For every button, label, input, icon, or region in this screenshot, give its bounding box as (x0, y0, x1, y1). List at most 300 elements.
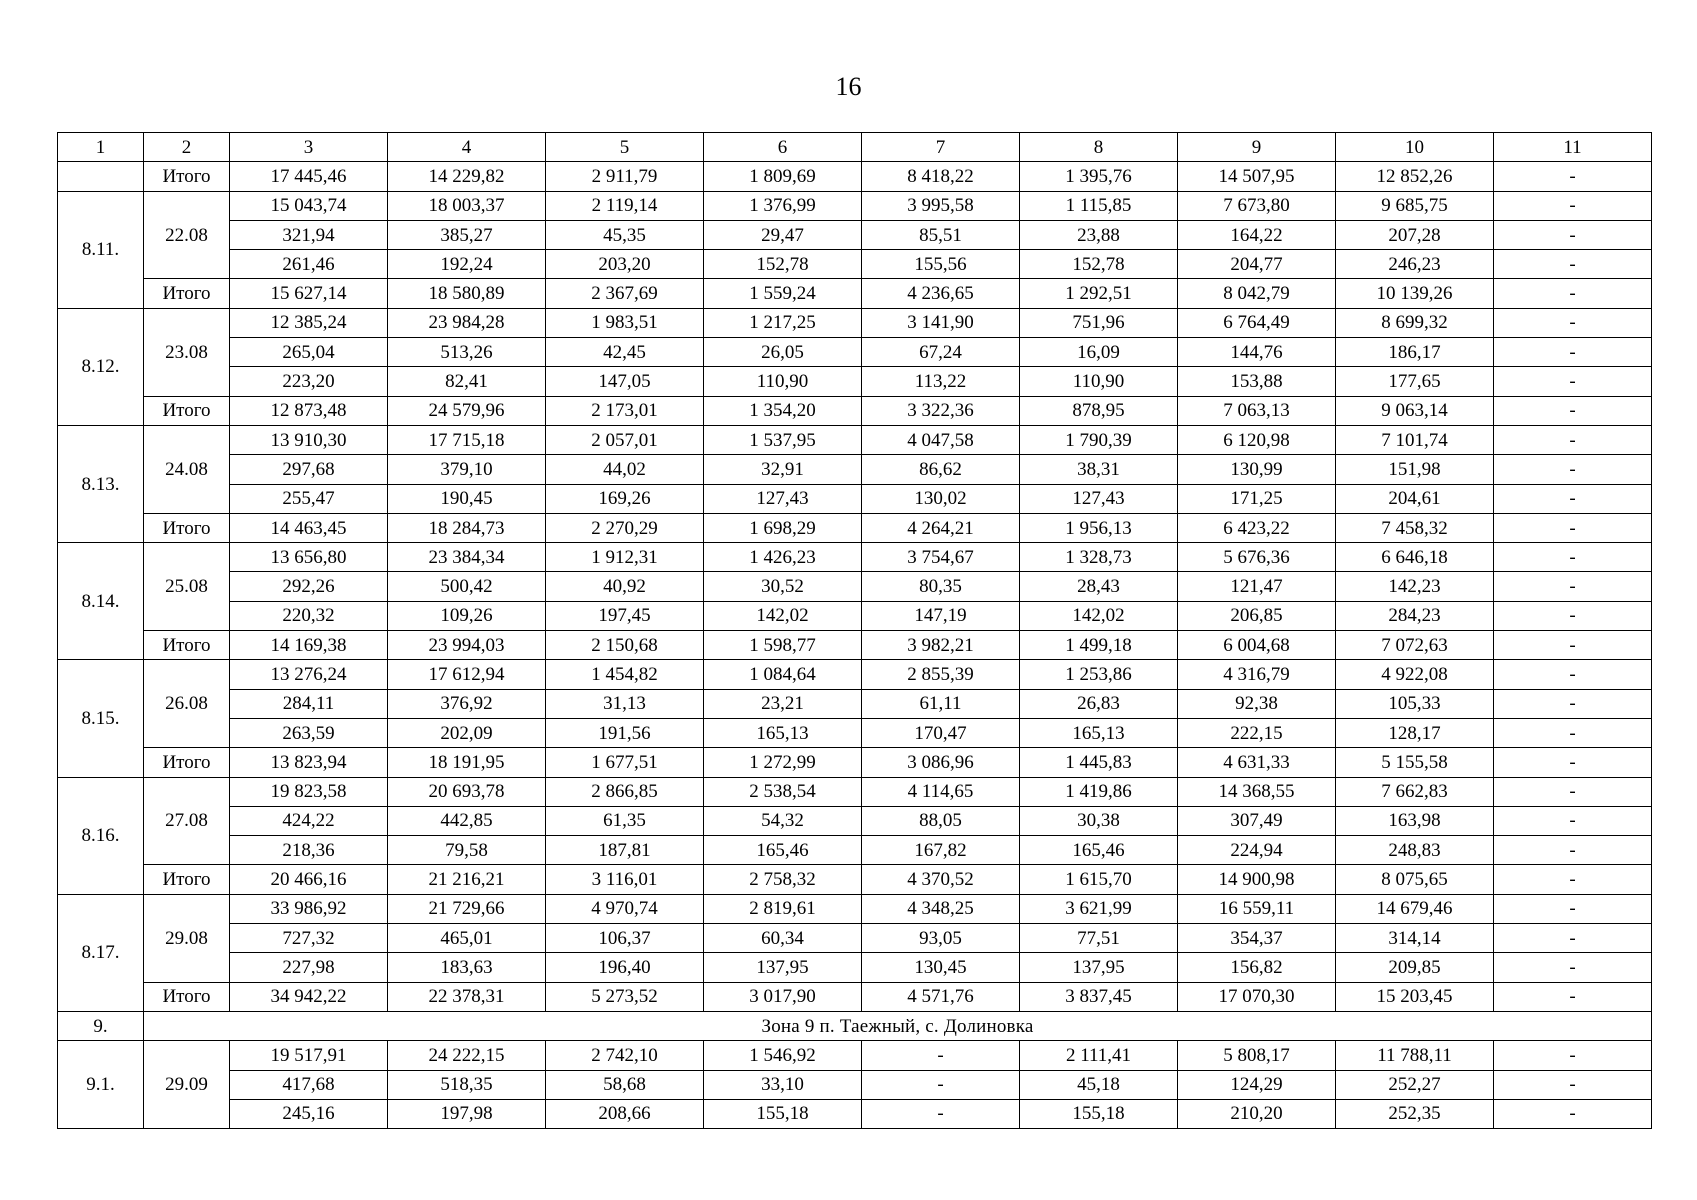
table-cell: 23 984,28 (388, 308, 546, 337)
table-cell: 7 458,32 (1336, 513, 1494, 542)
total-label: Итого (144, 631, 230, 660)
table-cell: 21 729,66 (388, 894, 546, 923)
table-cell: 1 698,29 (704, 513, 862, 542)
table-cell: - (1494, 308, 1652, 337)
column-header: 4 (388, 133, 546, 162)
table-cell: 1 809,69 (704, 162, 862, 191)
table-cell: 130,02 (862, 484, 1020, 513)
table-row (58, 484, 1652, 513)
table-cell: 255,47 (230, 484, 388, 513)
table-cell: 14 368,55 (1178, 777, 1336, 806)
table-cell: 207,28 (1336, 220, 1494, 249)
table-cell: 38,31 (1020, 455, 1178, 484)
total-label: Итого (144, 748, 230, 777)
table-cell: 164,22 (1178, 220, 1336, 249)
table-row (58, 279, 1652, 308)
table-cell: 1 376,99 (704, 191, 862, 220)
table-cell: 218,36 (230, 836, 388, 865)
table-cell: 152,78 (704, 250, 862, 279)
column-header: 3 (230, 133, 388, 162)
table-cell: 227,98 (230, 953, 388, 982)
table-cell: 210,20 (1178, 1099, 1336, 1128)
table-cell: 379,10 (388, 455, 546, 484)
table-row (58, 425, 1652, 454)
table-cell: 152,78 (1020, 250, 1178, 279)
table-cell: - (862, 1041, 1020, 1070)
table-row (58, 865, 1652, 894)
table-cell: 7 662,83 (1336, 777, 1494, 806)
table-row (58, 982, 1652, 1011)
table-cell: 155,56 (862, 250, 1020, 279)
table-cell: 1 115,85 (1020, 191, 1178, 220)
zone-number: 9. (58, 1011, 144, 1040)
table-cell: 33,10 (704, 1070, 862, 1099)
table-cell: 321,94 (230, 220, 388, 249)
item-number: 8.12. (58, 308, 144, 425)
table-cell: 155,18 (1020, 1099, 1178, 1128)
table-cell: 113,22 (862, 367, 1020, 396)
data-table (57, 132, 1652, 1129)
table-cell: 147,05 (546, 367, 704, 396)
table-cell: 2 758,32 (704, 865, 862, 894)
table-cell: 1 912,31 (546, 543, 704, 572)
column-header: 1 (58, 133, 144, 162)
table-cell: 245,16 (230, 1099, 388, 1128)
table-cell: 121,47 (1178, 572, 1336, 601)
table-cell: 13 276,24 (230, 660, 388, 689)
table-cell: 170,47 (862, 718, 1020, 747)
table-row (58, 631, 1652, 660)
table-cell: 8 418,22 (862, 162, 1020, 191)
table-cell: 153,88 (1178, 367, 1336, 396)
table-cell: - (1494, 953, 1652, 982)
table-cell: 9 685,75 (1336, 191, 1494, 220)
table-cell: - (1494, 836, 1652, 865)
table-row (58, 806, 1652, 835)
table-cell: 1 272,99 (704, 748, 862, 777)
table-row (58, 543, 1652, 572)
table-cell: 5 808,17 (1178, 1041, 1336, 1070)
table-cell: 8 699,32 (1336, 308, 1494, 337)
table-cell: - (1494, 1041, 1652, 1070)
table-cell: 1 615,70 (1020, 865, 1178, 894)
table-cell: 23,88 (1020, 220, 1178, 249)
column-header: 11 (1494, 133, 1652, 162)
table-cell: 2 057,01 (546, 425, 704, 454)
table-cell: 54,32 (704, 806, 862, 835)
table-cell: 8 042,79 (1178, 279, 1336, 308)
table-cell: 17 070,30 (1178, 982, 1336, 1011)
total-label: Итого (144, 279, 230, 308)
table-cell: 4 236,65 (862, 279, 1020, 308)
table-cell: 3 982,21 (862, 631, 1020, 660)
table-cell: 1 559,24 (704, 279, 862, 308)
table-cell: 4 370,52 (862, 865, 1020, 894)
table-cell: 177,65 (1336, 367, 1494, 396)
table-cell: 376,92 (388, 689, 546, 718)
table-cell: 209,85 (1336, 953, 1494, 982)
table-cell: 4 631,33 (1178, 748, 1336, 777)
table-cell: 45,35 (546, 220, 704, 249)
table-cell: 7 673,80 (1178, 191, 1336, 220)
item-date: 24.08 (144, 425, 230, 513)
table-cell: 144,76 (1178, 338, 1336, 367)
table-cell: 1 426,23 (704, 543, 862, 572)
table-cell: 109,26 (388, 601, 546, 630)
item-number: 8.17. (58, 894, 144, 1011)
table-cell: 1 292,51 (1020, 279, 1178, 308)
table-cell: 203,20 (546, 250, 704, 279)
table-row (58, 162, 1652, 191)
table-cell: 137,95 (704, 953, 862, 982)
table-cell: 4 114,65 (862, 777, 1020, 806)
table-cell: 252,35 (1336, 1099, 1494, 1128)
table-cell: 128,17 (1336, 718, 1494, 747)
table-cell: 165,13 (1020, 718, 1178, 747)
total-label: Итого (144, 162, 230, 191)
table-cell: 30,52 (704, 572, 862, 601)
table-row (58, 572, 1652, 601)
table-cell: 192,24 (388, 250, 546, 279)
table-cell: 60,34 (704, 924, 862, 953)
table-cell: 105,33 (1336, 689, 1494, 718)
table-cell: 206,85 (1178, 601, 1336, 630)
table-cell: 1 217,25 (704, 308, 862, 337)
table-cell: 20 693,78 (388, 777, 546, 806)
total-label: Итого (144, 982, 230, 1011)
table-cell: 42,45 (546, 338, 704, 367)
table-cell: 417,68 (230, 1070, 388, 1099)
table-cell: - (1494, 777, 1652, 806)
table-row (58, 191, 1652, 220)
table-cell: 252,27 (1336, 1070, 1494, 1099)
table-cell: 9 063,14 (1336, 396, 1494, 425)
table-cell: - (1494, 601, 1652, 630)
table-cell: 23,21 (704, 689, 862, 718)
table-cell: 4 348,25 (862, 894, 1020, 923)
table-cell: 19 517,91 (230, 1041, 388, 1070)
table-cell: 751,96 (1020, 308, 1178, 337)
table-cell: 17 612,94 (388, 660, 546, 689)
column-header: 10 (1336, 133, 1494, 162)
table-cell: 3 322,36 (862, 396, 1020, 425)
table-cell: 224,94 (1178, 836, 1336, 865)
table-cell: 1 598,77 (704, 631, 862, 660)
table-cell: 32,91 (704, 455, 862, 484)
item-date: 27.08 (144, 777, 230, 865)
header-row (58, 133, 1652, 162)
table-cell: 14 169,38 (230, 631, 388, 660)
table-cell: 16,09 (1020, 338, 1178, 367)
table-cell: 85,51 (862, 220, 1020, 249)
column-header: 7 (862, 133, 1020, 162)
table-cell: 12 385,24 (230, 308, 388, 337)
table-cell: 265,04 (230, 338, 388, 367)
table-cell: 5 273,52 (546, 982, 704, 1011)
item-number: 8.15. (58, 660, 144, 777)
total-label: Итого (144, 865, 230, 894)
table-cell: 4 047,58 (862, 425, 1020, 454)
table-cell: 1 253,86 (1020, 660, 1178, 689)
table-cell: 183,63 (388, 953, 546, 982)
table-cell: 18 284,73 (388, 513, 546, 542)
table-cell: 155,18 (704, 1099, 862, 1128)
table-cell: 14 507,95 (1178, 162, 1336, 191)
table-cell: 147,19 (862, 601, 1020, 630)
table-cell: 12 852,26 (1336, 162, 1494, 191)
table-cell: 13 656,80 (230, 543, 388, 572)
table-cell: - (1494, 806, 1652, 835)
table-row (58, 924, 1652, 953)
table-cell: 6 423,22 (1178, 513, 1336, 542)
table-cell: 15 043,74 (230, 191, 388, 220)
table-cell: 263,59 (230, 718, 388, 747)
table-cell: 11 788,11 (1336, 1041, 1494, 1070)
table-cell: 137,95 (1020, 953, 1178, 982)
table-cell: 7 072,63 (1336, 631, 1494, 660)
table-row (58, 338, 1652, 367)
table-cell: 28,43 (1020, 572, 1178, 601)
table-cell: 1 677,51 (546, 748, 704, 777)
item-number: 8.14. (58, 543, 144, 660)
table-cell: - (1494, 1070, 1652, 1099)
column-header: 5 (546, 133, 704, 162)
table-cell: 385,27 (388, 220, 546, 249)
table-cell: 93,05 (862, 924, 1020, 953)
table-cell: 3 017,90 (704, 982, 862, 1011)
table-cell: - (1494, 162, 1652, 191)
table-cell: 284,23 (1336, 601, 1494, 630)
table-cell: - (1494, 367, 1652, 396)
table-cell: 127,43 (1020, 484, 1178, 513)
table-cell: 2 270,29 (546, 513, 704, 542)
item-date: 26.08 (144, 660, 230, 748)
table-cell: 424,22 (230, 806, 388, 835)
table-cell: 292,26 (230, 572, 388, 601)
table-cell: 314,14 (1336, 924, 1494, 953)
item-number: 8.13. (58, 425, 144, 542)
table-cell: 165,46 (704, 836, 862, 865)
table-cell: 3 086,96 (862, 748, 1020, 777)
table-cell: 6 764,49 (1178, 308, 1336, 337)
total-label: Итого (144, 513, 230, 542)
table-cell: 13 823,94 (230, 748, 388, 777)
table-cell: 142,23 (1336, 572, 1494, 601)
table-cell: - (1494, 220, 1652, 249)
item-date: 23.08 (144, 308, 230, 396)
item-date: 29.09 (144, 1041, 230, 1129)
table-cell (58, 162, 144, 191)
table-cell: 34 942,22 (230, 982, 388, 1011)
table-cell: 124,29 (1178, 1070, 1336, 1099)
table-cell: 26,05 (704, 338, 862, 367)
table-cell: - (1494, 1099, 1652, 1128)
table-cell: 127,43 (704, 484, 862, 513)
table-cell: 2 367,69 (546, 279, 704, 308)
column-header: 2 (144, 133, 230, 162)
table-cell: 1 084,64 (704, 660, 862, 689)
table-row (58, 689, 1652, 718)
table-cell: 223,20 (230, 367, 388, 396)
table-cell: 307,49 (1178, 806, 1336, 835)
total-label: Итого (144, 396, 230, 425)
table-cell: 142,02 (1020, 601, 1178, 630)
table-cell: 77,51 (1020, 924, 1178, 953)
table-cell: 204,77 (1178, 250, 1336, 279)
item-date: 22.08 (144, 191, 230, 279)
table-cell: 2 150,68 (546, 631, 704, 660)
table-cell: 3 141,90 (862, 308, 1020, 337)
table-row (58, 1041, 1652, 1070)
table-cell: - (1494, 425, 1652, 454)
table-cell: 18 580,89 (388, 279, 546, 308)
table-cell: 3 116,01 (546, 865, 704, 894)
table-cell: 1 445,83 (1020, 748, 1178, 777)
table-cell: 7 063,13 (1178, 396, 1336, 425)
table-row (58, 718, 1652, 747)
table-cell: 248,83 (1336, 836, 1494, 865)
table-cell: - (862, 1099, 1020, 1128)
table-row (58, 250, 1652, 279)
table-row (58, 308, 1652, 337)
table-row (58, 660, 1652, 689)
table-cell: - (1494, 865, 1652, 894)
table-cell: 24 222,15 (388, 1041, 546, 1070)
item-number: 9.1. (58, 1041, 144, 1129)
column-header: 8 (1020, 133, 1178, 162)
table-cell: 15 203,45 (1336, 982, 1494, 1011)
table-cell: 18 003,37 (388, 191, 546, 220)
table-cell: - (1494, 279, 1652, 308)
table-cell: 284,11 (230, 689, 388, 718)
table-cell: 4 316,79 (1178, 660, 1336, 689)
table-cell: - (1494, 631, 1652, 660)
table-row (58, 601, 1652, 630)
table-cell: 82,41 (388, 367, 546, 396)
table-cell: - (862, 1070, 1020, 1099)
table-row (58, 455, 1652, 484)
table-cell: 2 111,41 (1020, 1041, 1178, 1070)
table-cell: 106,37 (546, 924, 704, 953)
item-date: 29.08 (144, 894, 230, 982)
table-cell: - (1494, 572, 1652, 601)
table-cell: 165,13 (704, 718, 862, 747)
table-cell: 31,13 (546, 689, 704, 718)
table-cell: 14 463,45 (230, 513, 388, 542)
table-cell: 196,40 (546, 953, 704, 982)
table-cell: 191,56 (546, 718, 704, 747)
table-cell: 442,85 (388, 806, 546, 835)
table-cell: 465,01 (388, 924, 546, 953)
table-cell: - (1494, 191, 1652, 220)
table-cell: 4 922,08 (1336, 660, 1494, 689)
table-cell: 3 754,67 (862, 543, 1020, 572)
table-cell: 2 855,39 (862, 660, 1020, 689)
table-cell: 92,38 (1178, 689, 1336, 718)
table-cell: 44,02 (546, 455, 704, 484)
table-cell: 2 911,79 (546, 162, 704, 191)
column-header: 9 (1178, 133, 1336, 162)
zone-title: Зона 9 п. Таежный, с. Долиновка (144, 1011, 1652, 1040)
table-cell: 1 354,20 (704, 396, 862, 425)
table-cell: 246,23 (1336, 250, 1494, 279)
table-cell: 33 986,92 (230, 894, 388, 923)
table-cell: 186,17 (1336, 338, 1494, 367)
table-cell: 513,26 (388, 338, 546, 367)
table-cell: 3 621,99 (1020, 894, 1178, 923)
table-cell: 197,45 (546, 601, 704, 630)
table-cell: 222,15 (1178, 718, 1336, 747)
table-row (58, 777, 1652, 806)
table-cell: 1 499,18 (1020, 631, 1178, 660)
table-cell: 197,98 (388, 1099, 546, 1128)
table-cell: - (1494, 396, 1652, 425)
table-cell: 12 873,48 (230, 396, 388, 425)
table-cell: 163,98 (1336, 806, 1494, 835)
table-cell: 204,61 (1336, 484, 1494, 513)
table-cell: 2 819,61 (704, 894, 862, 923)
table-cell: 88,05 (862, 806, 1020, 835)
table-cell: 187,81 (546, 836, 704, 865)
item-number: 8.16. (58, 777, 144, 894)
table-cell: 169,26 (546, 484, 704, 513)
table-cell: 151,98 (1336, 455, 1494, 484)
table-cell: 14 900,98 (1178, 865, 1336, 894)
table-cell: 165,46 (1020, 836, 1178, 865)
table-row (58, 1011, 1652, 1040)
table-cell: 2 119,14 (546, 191, 704, 220)
table-cell: 17 445,46 (230, 162, 388, 191)
table-row (58, 1099, 1652, 1128)
table-cell: - (1494, 455, 1652, 484)
table-cell: 26,83 (1020, 689, 1178, 718)
table-cell: 3 995,58 (862, 191, 1020, 220)
table-cell: 4 571,76 (862, 982, 1020, 1011)
table-row (58, 1070, 1652, 1099)
page-number: 16 (835, 72, 862, 101)
table-cell: - (1494, 250, 1652, 279)
table-row (58, 894, 1652, 923)
table-cell: 5 155,58 (1336, 748, 1494, 777)
table-cell: 13 910,30 (230, 425, 388, 454)
table-cell: 29,47 (704, 220, 862, 249)
table-cell: 208,66 (546, 1099, 704, 1128)
table-cell: 2 538,54 (704, 777, 862, 806)
table-cell: 20 466,16 (230, 865, 388, 894)
table-cell: - (1494, 748, 1652, 777)
table-cell: 23 384,34 (388, 543, 546, 572)
table-cell: - (1494, 718, 1652, 747)
table-cell: 156,82 (1178, 953, 1336, 982)
table-cell: 1 537,95 (704, 425, 862, 454)
table-cell: 190,45 (388, 484, 546, 513)
table-cell: 5 676,36 (1178, 543, 1336, 572)
table-cell: 3 837,45 (1020, 982, 1178, 1011)
table-row (58, 748, 1652, 777)
table-cell: 4 970,74 (546, 894, 704, 923)
table-cell: 40,92 (546, 572, 704, 601)
table-cell: 61,11 (862, 689, 1020, 718)
table-cell: 1 328,73 (1020, 543, 1178, 572)
table-cell: 6 120,98 (1178, 425, 1336, 454)
table-cell: 6 646,18 (1336, 543, 1494, 572)
table-cell: 2 173,01 (546, 396, 704, 425)
table-cell: 30,38 (1020, 806, 1178, 835)
table-cell: 4 264,21 (862, 513, 1020, 542)
table-cell: 18 191,95 (388, 748, 546, 777)
table-cell: - (1494, 660, 1652, 689)
table-cell: 1 395,76 (1020, 162, 1178, 191)
